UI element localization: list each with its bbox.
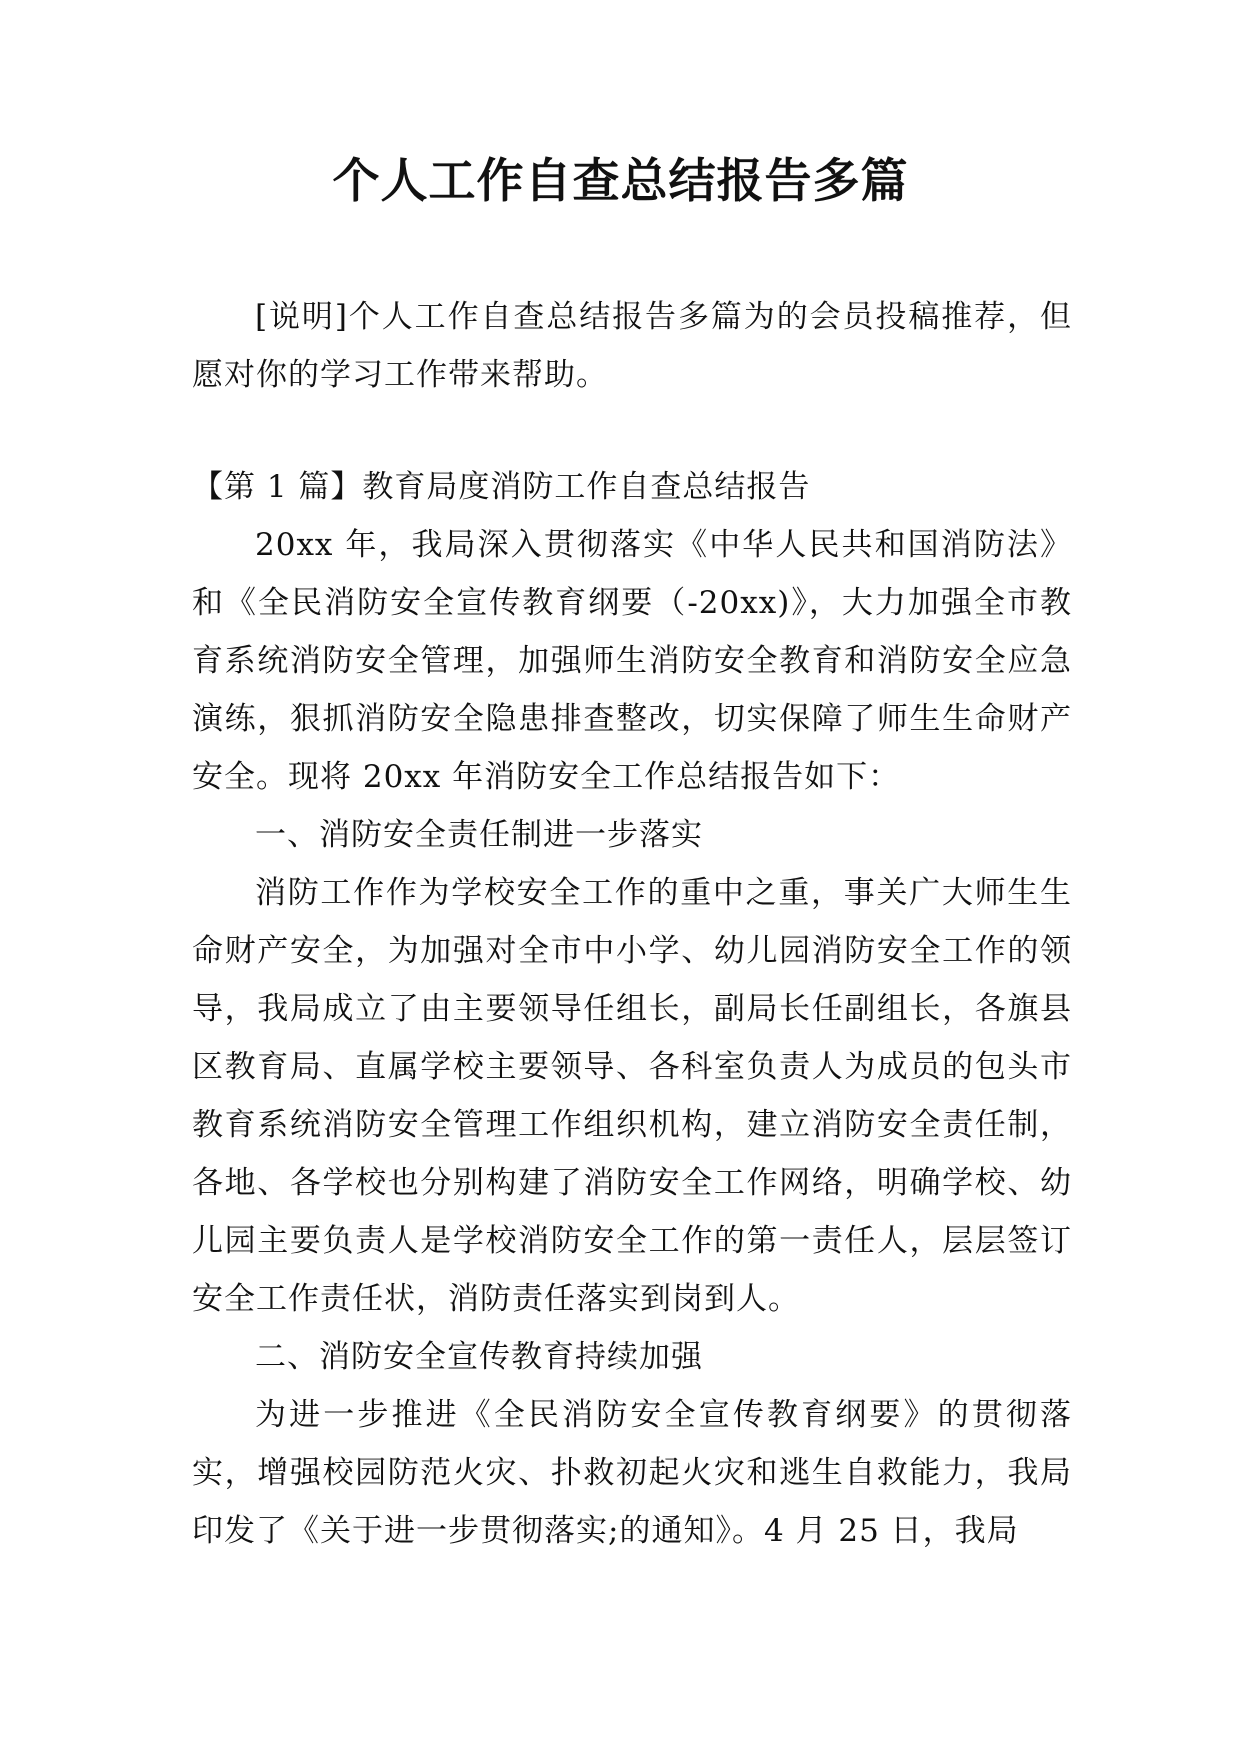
section-1-title: 一、消防安全责任制进一步落实 [255,817,703,853]
chapter-heading: 【第 1 篇】教育局度消防工作自查总结报告 [192,469,811,505]
document-title: 个人工作自查总结报告多篇 [332,154,909,209]
section-1-body: 消防工作作为学校安全工作的重中之重，事关广大师生生命财产安全，为加强对全市中小学、幼儿园消防安全工作的领导，我局成立了由主要领导任组长，副局长任副组长，各旗县区教育局、直属学校主要领导、各科室负责人为成员的包头市教育系统消防安全管理工作组织机构，建立消防安全责任制，各地、各学校也分别构建了消防安全工作网络，明确学校、幼儿园主要负责人是学校消防安全工作的第一责任人，层层签订安全工作责任状，消防责任落实到岗到人。 [192,875,1072,1317]
section-2-body: 为进一步推进《全民消防安全宣传教育纲要》的贯彻落实，增强校园防范火灾、扑救初起火灾和逃生自救能力，我局印发了《关于进一步贯彻落实;的通知》。4 月 25 日，我局 [192,1397,1072,1549]
chapter-1 [192,458,1072,1560]
section-2-title: 二、消防安全宣传教育持续加强 [255,1339,703,1375]
document-note: [说明]个人工作自查总结报告多篇为的会员投稿推荐，但愿对你的学习工作带来帮助。 [192,299,1072,393]
intro-paragraph: 20xx 年，我局深入贯彻落实《中华人民共和国消防法》和《全民消防安全宣传教育纲要（-20xx)》，大力加强全市教育系统消防安全管理，加强师生消防安全教育和消防安全应急演练，狠抓消防安全隐患排查整改，切实保障了师生生命财产安全。现将 20xx 年消防安全工作总结报告如下： [192,527,1072,795]
